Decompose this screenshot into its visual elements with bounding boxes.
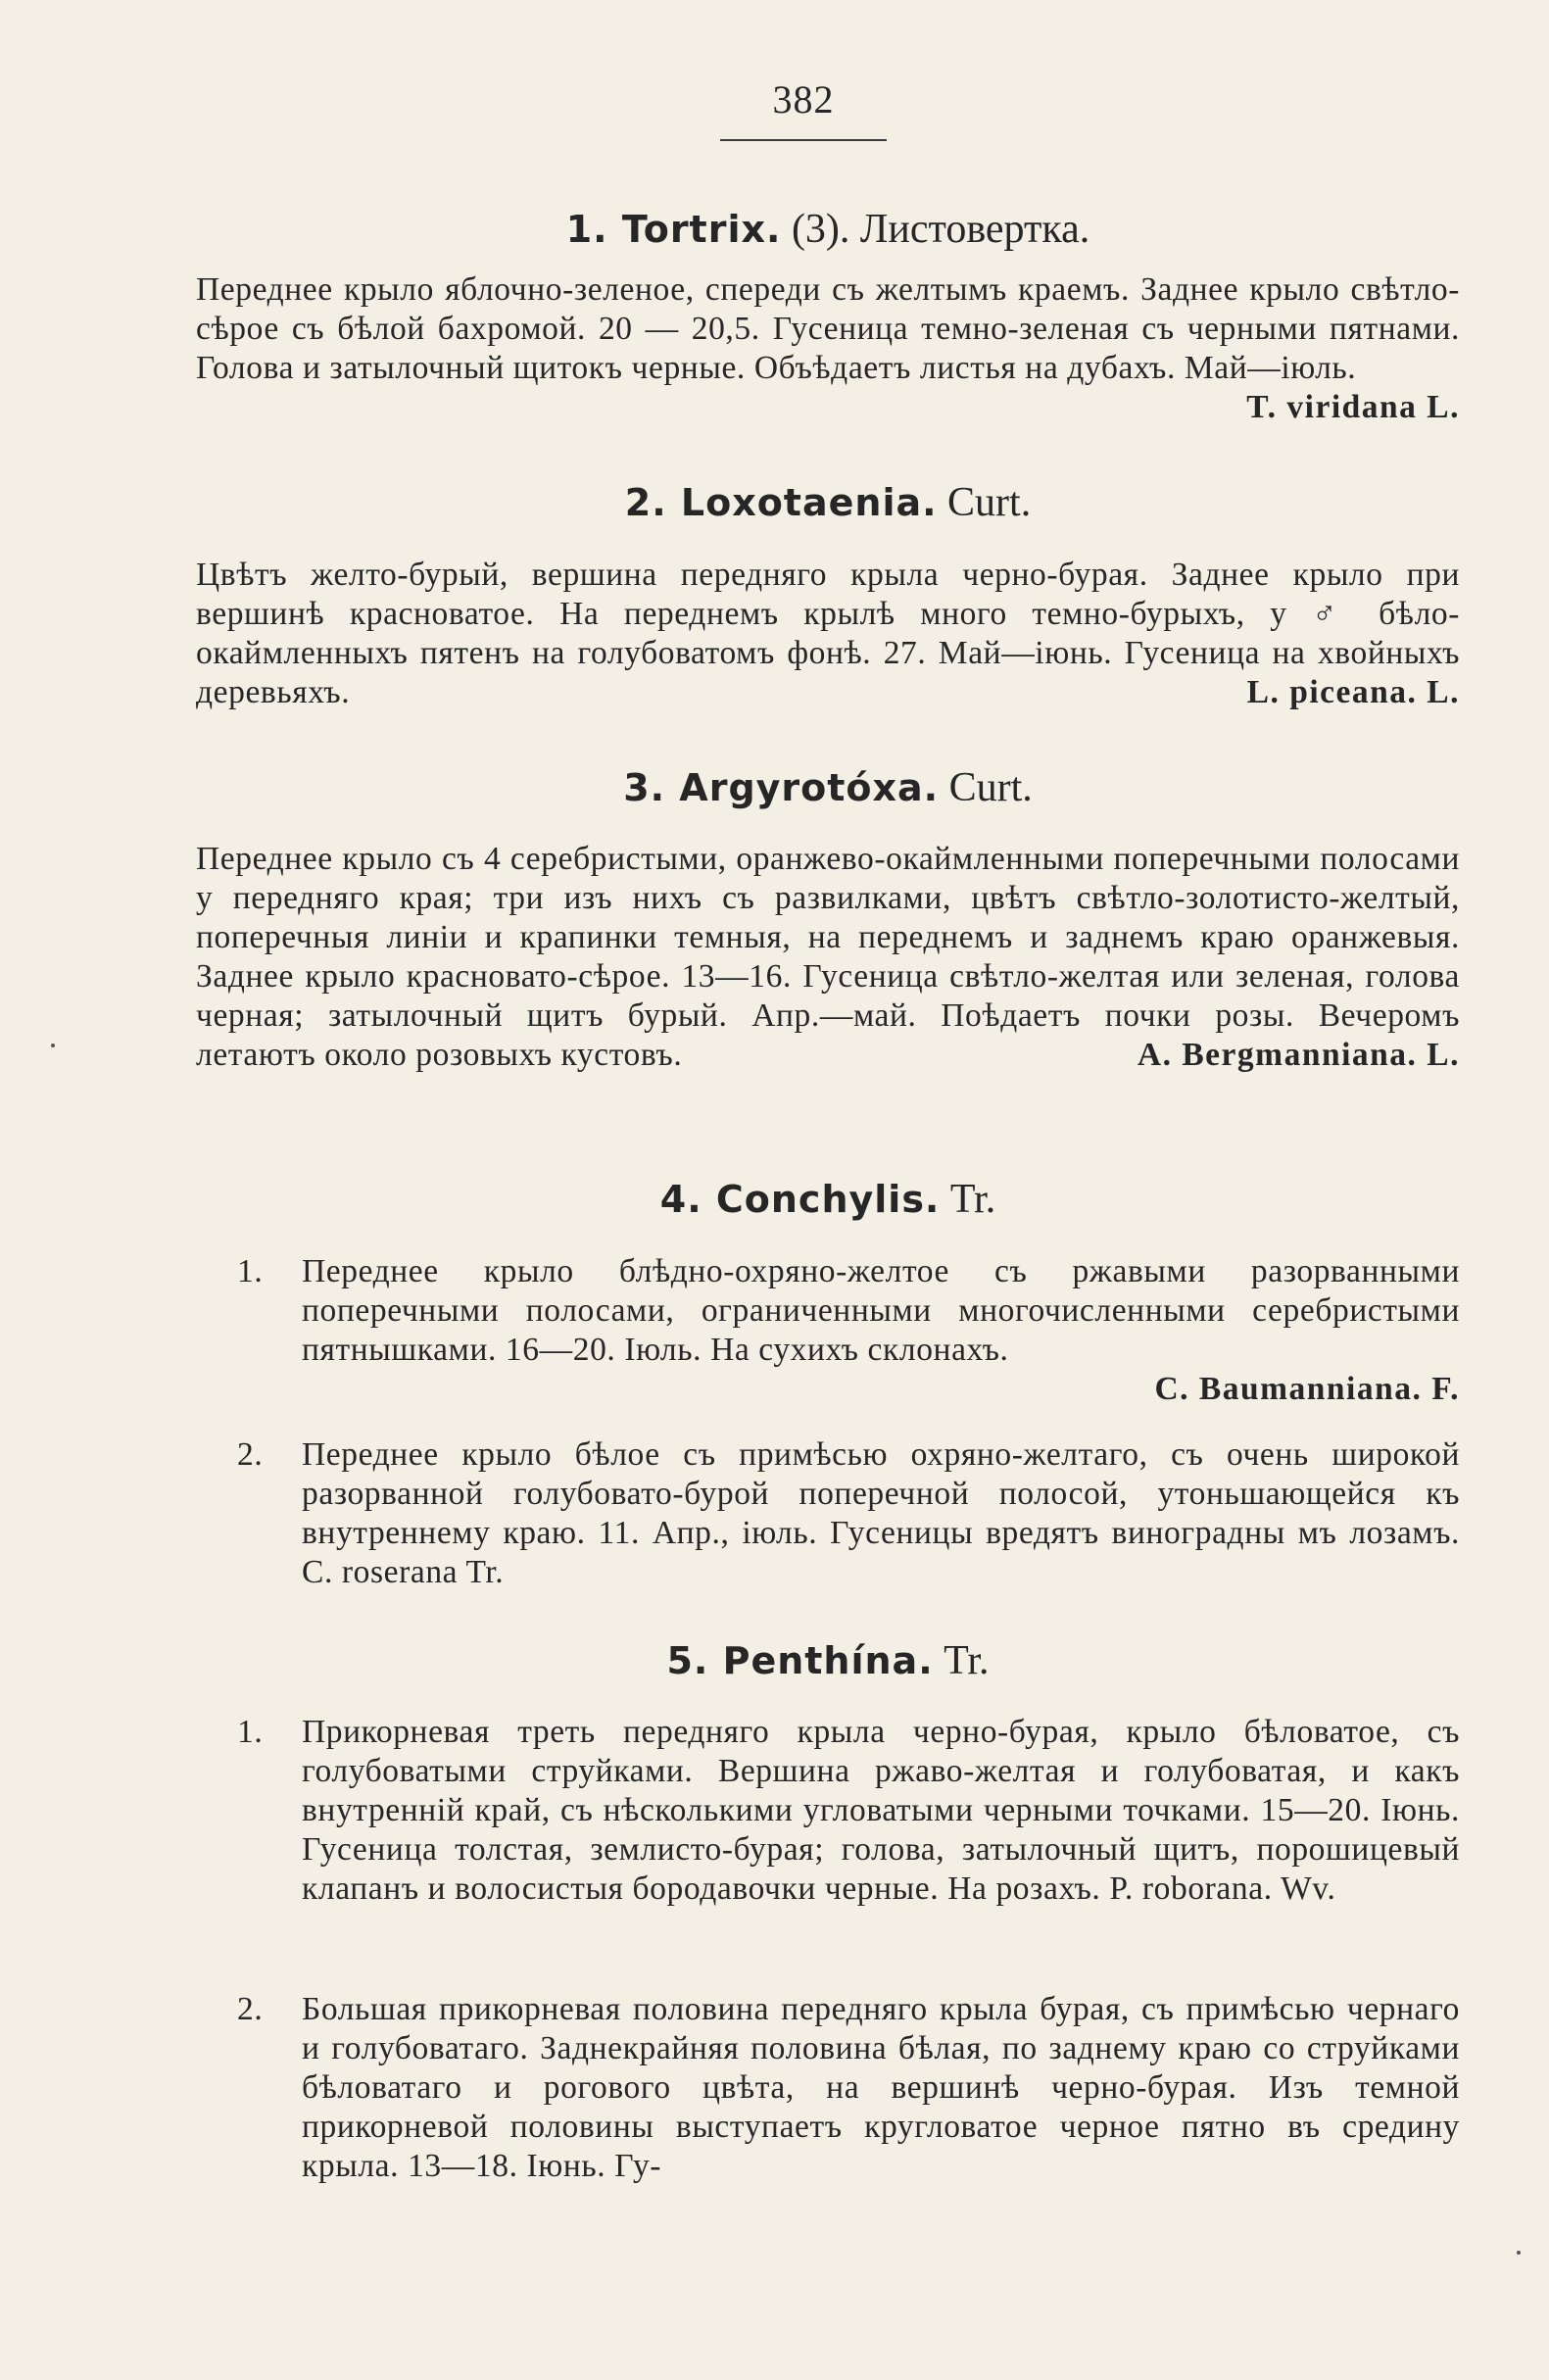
paper-speck (1517, 2251, 1521, 2255)
heading-rest: Curt. (948, 765, 1033, 810)
heading-rest: Curt. (947, 480, 1032, 525)
heading-genus: 1. Tortrix. (565, 208, 782, 251)
key-item (196, 1713, 1460, 1909)
paper-speck (51, 1044, 55, 1047)
heading-genus: 3. Argyrotóxa. (623, 766, 940, 809)
item-number: 2. (237, 1991, 264, 2027)
section-text-argyrotoxa (196, 840, 1460, 1075)
item-number: 1. (237, 1253, 264, 1289)
heading-rest: Tr. (944, 1638, 990, 1683)
heading-rest: (3). Листовертка. (791, 207, 1090, 252)
section-text-loxotaenia (196, 556, 1460, 712)
heading-rest: Tr. (949, 1177, 996, 1222)
species-name: T. viridana L. (1246, 389, 1460, 425)
page-number: 382 (772, 77, 835, 121)
item-text: Большая прикорневая половина передняго крыла бурая, съ примѣсью чернаго и голубоватаго. Заднекрайняя половина бѣлая, по заднему краю со струйками бѣловатаго и рогового цвѣта, на вершинѣ черно-бурая. Изъ темной прикорневой половины выступаетъ кругловатое черное пятно въ средину крыла. 13—18. Iюнь. Гу- (302, 1991, 1460, 2184)
section-heading-argyrotoxa (196, 759, 1460, 816)
description-text: Переднее крыло яблочно-зеленое, спереди съ желтымъ краемъ. Заднее крыло свѣтло-сѣрое съ бѣлой бахромой. 20 — 20,5. Гусеница темно-зеленая съ черными пятнами. Голова и затылочный щитокъ черные. Объѣдаетъ листья на дубахъ. Май—iюль. (196, 271, 1460, 386)
species-name: A. Bergmanniana. L. (1137, 1037, 1460, 1073)
species-name: C. roserana Tr. (302, 1554, 505, 1590)
item-number: 2. (237, 1436, 264, 1473)
section-heading-conchylis (196, 1171, 1460, 1228)
section-heading-tortrix (196, 201, 1460, 258)
page-number-rule (720, 139, 887, 141)
species-name: P. roborana. Wv. (1109, 1870, 1336, 1907)
item-text: Переднее крыло бѣлое съ примѣсью охряно-желтаго, съ очень широкой разорванной голубовато-бурой поперечной полосой, утоньшающейся къ внутреннему краю. 11. Апр., iюль. Гусеницы вредятъ виноградны мъ лозамъ. (302, 1436, 1460, 1551)
key-item (196, 1990, 1460, 2186)
species-name: L. piceana. L. (1246, 674, 1460, 710)
key-item (196, 1435, 1460, 1592)
heading-genus: 2. Loxotaenia. (624, 481, 938, 524)
key-item (196, 1252, 1460, 1409)
description-text: Переднее крыло съ 4 серебристыми, оранжево-окаймленными поперечными полосами у передняго края; три изъ нихъ съ развилками, цвѣтъ свѣтло-золотисто-желтый, поперечныя линiи и крапинки темныя, на переднемъ и заднемъ краю оранжевыя. Заднее крыло красновато-сѣрое. 13—16. Гусеница свѣтло-желтая или зеленая, голова черная; затылочный щитъ бурый. Апр.—май. Поѣдаетъ почки розы. Вечеромъ летаютъ около розовыхъ кустовъ. (196, 841, 1460, 1073)
section-text-tortrix (196, 270, 1460, 427)
item-number: 1. (237, 1714, 264, 1750)
item-text: Переднее крыло блѣдно-охряно-желтое съ ржавыми разорванными поперечными полосами, ограниченными многочисленными серебристыми пятнышками. 16—20. Iюль. На сухихъ склонахъ. (302, 1253, 1460, 1368)
species-name: C. Baumanniana. F. (1154, 1371, 1460, 1407)
heading-genus: 5. Penthína. (666, 1639, 934, 1682)
description-text: Цвѣтъ желто-бурый, вершина передняго крыла черно-бурая. Заднее крыло при вершинѣ красноватое. На переднемъ крылѣ много темно-бурыхъ, у ♂ бѣло-окаймленныхъ пятенъ на голубоватомъ фонѣ. 27. Май—iюнь. Гусеница на хвойныхъ деревьяхъ. (196, 557, 1460, 710)
item-text: Прикорневая треть передняго крыла черно-бурая, крыло бѣловатое, съ голубоватыми струйками. Вершина ржаво-желтая и голубоватая, и какъ внутреннiй край, съ нѣсколькими угловатыми черными точками. 15—20. Iюнь. Гусеница толстая, землисто-бурая; голова, затылочный щитъ, порошицевый клапанъ и волосистыя бородавочки черные. На розахъ. (302, 1714, 1460, 1907)
heading-genus: 4. Conchylis. (659, 1178, 941, 1221)
section-heading-penthina (196, 1632, 1460, 1689)
section-heading-loxotaenia (196, 474, 1460, 531)
